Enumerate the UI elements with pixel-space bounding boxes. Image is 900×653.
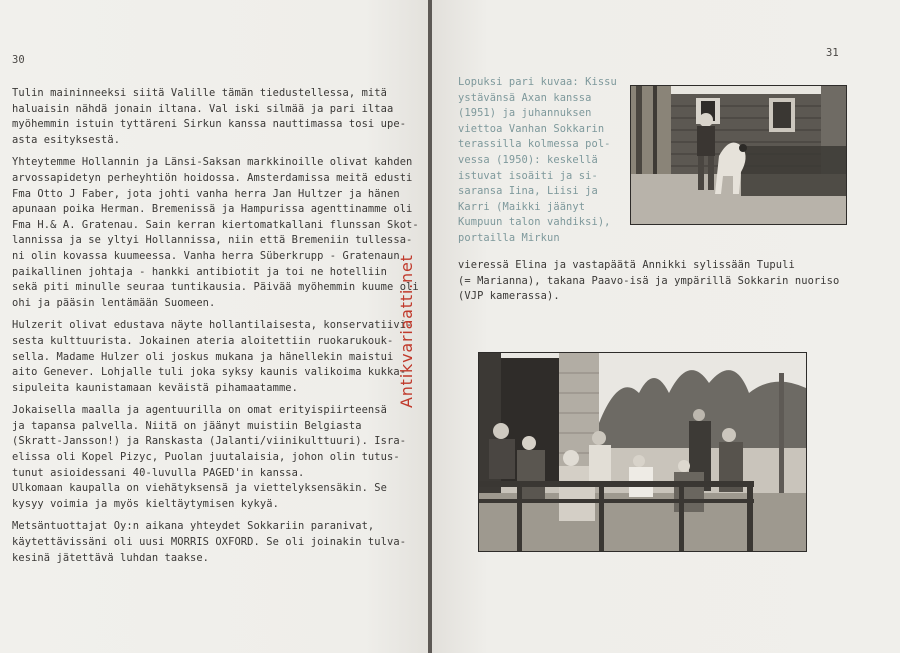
caption-line: Lopuksi pari kuvaa: Kissu xyxy=(458,76,617,88)
photo-girl-with-dog xyxy=(630,85,847,225)
left-page-body-text xyxy=(12,86,422,573)
text-line: Hulzerit olivat edustava näyte hollantilaisesta, konservatiivi- xyxy=(12,319,413,332)
caption-line: vieressä Elina ja vastapäätä Annikki sylissään Tupuli xyxy=(458,259,795,271)
text-line: kysyy voimia ja myös kieltäytymisen kykyä. xyxy=(12,497,279,510)
text-line: arvossapidetyn perheyhtiön hoidossa. Amsterdamissa meitä edusti xyxy=(12,171,413,184)
text-line: ohi ja pääsin lentämään Suomeen. xyxy=(12,296,216,309)
text-line: haluaisin nähdä jonain iltana. Val iski silmää ja pari iltaa xyxy=(12,102,394,115)
right-page xyxy=(432,0,900,653)
text-line: elissa oli Kopel Pizyc, Puolan juutalaisia, johon olin tutus- xyxy=(12,451,400,464)
paragraph xyxy=(12,155,422,311)
caption-line: vessa (1950): keskellä xyxy=(458,153,598,166)
paragraph xyxy=(12,318,422,396)
photo-caption-lower xyxy=(458,258,888,305)
text-line: tunut asioidessani 40-luvulla PAGED'in kanssa. xyxy=(12,466,305,479)
caption-line: Karri (Maikki jäänyt xyxy=(458,200,586,213)
caption-line: Kumpuun talon vahdiksi), xyxy=(458,216,611,229)
caption-line: (1951) ja juhannuksen xyxy=(458,107,592,120)
caption-line: (= Marianna), takana Paavo-isä ja ympärillä Sokkarin nuoriso xyxy=(458,274,840,287)
page-number: 30 xyxy=(12,54,25,66)
photo-midsummer-terrace xyxy=(478,352,807,552)
caption-line: viettoa Vanhan Sokkarin xyxy=(458,122,605,135)
text-line: asta esityksestä. xyxy=(12,133,121,146)
text-line: kesinä jätettävä luhdan taakse. xyxy=(12,551,210,564)
photo-caption-upper xyxy=(458,75,633,247)
text-line: sipuleita kaunistamaan keväistä pihamaatamme. xyxy=(12,381,299,394)
caption-line: terassilla kolmessa pol- xyxy=(458,138,611,151)
text-line: Ulkomaan kaupalla on viehätyksensä ja viettelyksensäkin. Se xyxy=(12,482,387,495)
text-line: Tulin maininneeksi siitä Valille tämän tiedustellessa, mitä xyxy=(12,87,387,99)
caption-line: ystävänsä Axan kanssa xyxy=(458,91,592,104)
paragraph xyxy=(12,86,422,148)
text-line: Jokaisella maalla ja agentuurilla on omat erityispiirteensä xyxy=(12,404,387,417)
text-line: myöhemmin istuin tyttäreni Sirkun kanssa nauttimassa tosi upe- xyxy=(12,118,407,131)
caption-line: portailla Mirkun xyxy=(458,231,560,244)
left-page xyxy=(0,0,430,653)
text-line: sekä piti minulle seuraa tuntikausia. Päivää myöhemmin kuume oli xyxy=(12,281,419,294)
caption-line: saransa Iina, Liisi ja xyxy=(458,185,598,198)
caption-line: istuvat isoäiti ja si- xyxy=(458,169,598,182)
text-line: apunaan poika Herman. Bremenissä ja Hampurissa agenttinamme oli xyxy=(12,203,413,216)
text-line: käytettävissäni oli uusi MORRIS OXFORD. Se oli joinakin tulva- xyxy=(12,536,407,549)
caption-line: (VJP kamerassa). xyxy=(458,290,560,303)
text-line: paikallinen johtaja - hankki antibiotit ja toi ne hotelliin xyxy=(12,265,387,278)
text-line: ja tapansa palvella. Niitä on jäänyt muistiin Belgiasta xyxy=(12,419,362,432)
paragraph xyxy=(12,403,422,512)
text-line: Fma H.& A. Gratenau. Sain kerran kiertomatkallani flunssan Skot- xyxy=(12,218,419,231)
text-line: aito Genever. Lohjalle tuli joka syksy kaunis valikoima kukka- xyxy=(12,366,407,379)
text-line: (Skratt-Jansson!) ja Ranskasta (Jalanti/viinikulttuuri). Isra- xyxy=(12,435,407,448)
text-line: ni olin kovassa kuumeessa. Vanha herra Süberkrupp - Gratenaun xyxy=(12,249,400,262)
paragraph xyxy=(12,519,422,566)
watermark-text: Antikvariaatti.net xyxy=(397,254,416,408)
text-line: Metsäntuottajat Oy:n aikana yhteydet Sokkariin paranivat, xyxy=(12,520,375,533)
text-line: Fma Otto J Faber, jota johti vanha herra Jan Hultzer ja hänen xyxy=(12,187,400,200)
watermark xyxy=(397,254,417,618)
page-number: 31 xyxy=(826,47,839,59)
text-line: sella. Madame Hulzer oli joskus mukana ja hänellekin maistui xyxy=(12,350,394,363)
text-line: sesta kulttuurista. Jokainen ateria aloitettiin ruokarukouk- xyxy=(12,334,394,347)
text-line: Yhteytemme Hollannin ja Länsi-Saksan markkinoille olivat kahden xyxy=(12,156,413,169)
text-line: lannissa ja se yltyi Hollannissa, niin että Bremeniin tullessa- xyxy=(12,234,413,247)
